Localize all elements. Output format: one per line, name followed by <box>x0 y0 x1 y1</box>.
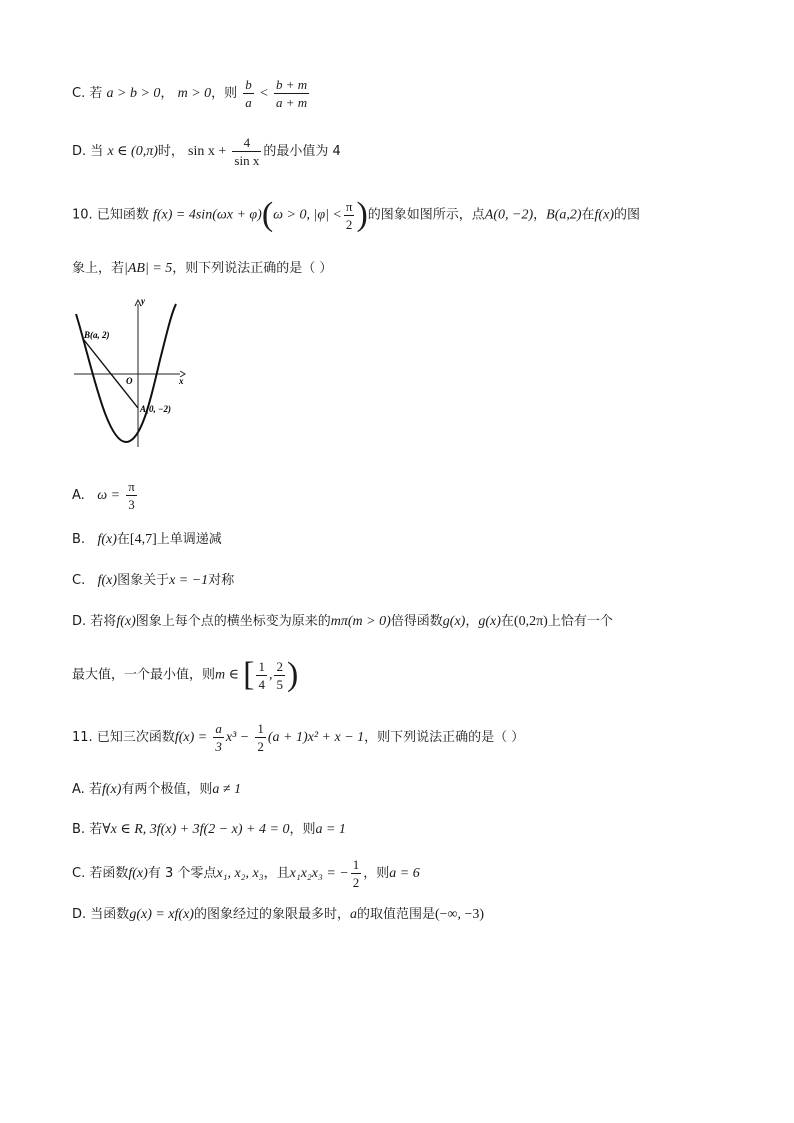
fraction-b-over-a: $\frac{b}{a}$ <box>245 77 252 110</box>
label-x: x <box>179 376 184 386</box>
q11-option-d: D. 当函数g(x) = xf(x)的图象经过的象限最多时，a的取值范围是(−∞, −3) <box>72 907 485 922</box>
fraction-pi-over-3: $\frac{\pi}{3}$ <box>128 479 135 512</box>
q10-option-a: A. ω = $\frac{\pi}{3}$ <box>72 479 135 512</box>
fraction-a-over-3: $\frac{a}{3}$ <box>215 721 222 754</box>
label-a: A(0, −2) <box>140 404 171 414</box>
q9-option-d: D. 当 x ∈ (0,π)时， sin x + $\frac{4}{\text{sin x}}$ 的最小值为 4 <box>72 135 341 168</box>
q10-option-c: C. f(x)图象关于x = −1对称 <box>72 573 235 588</box>
label-b: B(a, 2) <box>84 330 110 340</box>
q9-option-c: C. 若 a > b > 0， m > 0，则 $\frac{b}{a}$ < $\frac{b + m}{a + m}$ <box>72 77 308 110</box>
fraction-1-over-2-b: $\frac{1}{2}$ <box>352 857 360 890</box>
q10-option-d-line1: D. 若将f(x)图象上每个点的横坐标变为原来的mπ(m > 0)倍得函数g(x)，g(x)在(0,2π)上恰有一个 <box>72 614 613 629</box>
q10-stem-line1: 10. 已知函数 f(x) = 4sin(ωx + φ)(ω > 0, |φ| < $\frac{\pi}{2}$ )的图象如图所示，点A(0, −2)，B(a,2)在f(x)的图 <box>72 196 640 233</box>
label-o: O <box>126 376 133 386</box>
fraction-4-over-sinx: $\frac{4}{\text{sin x}}$ <box>234 135 260 168</box>
label-y: y <box>141 296 145 306</box>
fraction-2-over-5: $\frac{2}{5}$ <box>276 658 283 692</box>
fraction-1-over-2: $\frac{1}{2}$ <box>257 721 264 754</box>
sine-graph-figure <box>66 292 196 452</box>
fraction-bm-over-am: $\frac{b + m}{a + m}$ <box>275 77 308 110</box>
q11-stem: 11. 已知三次函数f(x) = $\frac{a}{3}$ x³ − $\frac{1}{2}$ (a + 1)x² + x − 1，则下列说法正确的是（ ） <box>72 721 525 754</box>
q11-option-a: A. 若f(x)有两个极值，则a ≠ 1 <box>72 782 242 797</box>
q10-option-b: B. f(x)在[4,7]上单调递减 <box>72 532 222 547</box>
q11-option-b: B. 若∀x ∈ R, 3f(x) + 3f(2 − x) + 4 = 0，则a = 1 <box>72 822 346 837</box>
q11-option-c: C. 若函数f(x)有 3 个零点x₁, x₂, x₃，且x₁x₂x₃ = − $\frac{1}{2}$ ，则a = 6 <box>72 857 420 890</box>
sine-curve <box>76 304 176 442</box>
q10-option-d-line2: 最大值，一个最小值，则m ∈ [ $\frac{1}{4}$ , $\frac{2}{5}$ ) <box>72 656 299 693</box>
fraction-pi-over-2: $\frac{\pi}{2}$ <box>345 198 353 232</box>
q10-stem-line2: 象上，若|AB| = 5，则下列说法正确的是（ ） <box>72 261 333 276</box>
fraction-1-over-4: $\frac{1}{4}$ <box>258 658 265 692</box>
